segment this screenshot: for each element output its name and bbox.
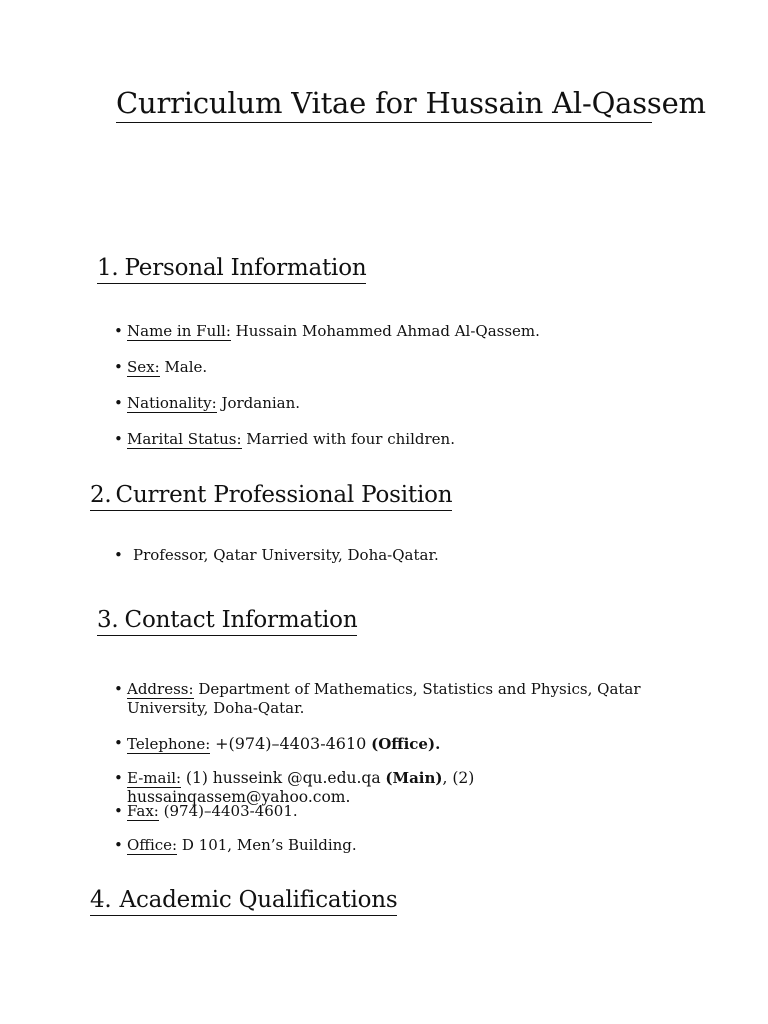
- item-value: Married with four children.: [246, 430, 455, 448]
- list-item-office: [114, 836, 687, 870]
- section-heading-current-position: [90, 481, 452, 511]
- list-item-position: [114, 546, 693, 565]
- item-value: Jordanian.: [221, 394, 301, 412]
- item-value: Male.: [164, 358, 208, 376]
- item-value: D 101, Men’s Building.: [181, 836, 357, 854]
- list-item-sex: [114, 358, 687, 394]
- bullet-icon: •: [114, 734, 123, 752]
- bullet-icon: •: [114, 430, 123, 448]
- list-item-nationality: [114, 394, 687, 430]
- item-label: E-mail:: [127, 769, 182, 787]
- item-value: (974)–4403-4601.: [163, 802, 298, 820]
- list-item-name: [114, 322, 687, 358]
- section-title: Contact Information: [124, 607, 358, 633]
- list-item-address: [114, 680, 687, 734]
- section-title: Current Professional Position: [115, 482, 453, 508]
- item-note: (Main): [385, 769, 443, 787]
- item-value-secondary: , (2) hussainqassem@yahoo.com.: [127, 769, 475, 806]
- item-label: Name in Full:: [127, 322, 231, 340]
- item-value: Hussain Mohammed Ahmad Al-Qassem.: [235, 322, 540, 340]
- item-label: Office:: [127, 836, 178, 854]
- section-number: 4.: [90, 887, 112, 913]
- personal-information-list: [114, 322, 687, 466]
- contact-information-list: [114, 680, 687, 870]
- section-number: 3.: [97, 607, 119, 633]
- item-value: +(974)–4403-4610: [215, 734, 367, 753]
- list-item-telephone: [114, 734, 687, 769]
- bullet-icon: •: [114, 802, 123, 820]
- list-item-email: [114, 769, 687, 806]
- bullet-icon: •: [114, 546, 123, 564]
- section-title: Academic Qualifications: [119, 887, 398, 913]
- section-heading-personal-information: [97, 254, 366, 284]
- section-heading-academic-qualifications: [90, 886, 397, 916]
- item-label: Sex:: [127, 358, 160, 376]
- item-note: (Office).: [371, 735, 441, 753]
- document-title: Curriculum Vitae for Hussain Al-Qassem: [116, 86, 652, 123]
- current-position-list: [114, 546, 693, 565]
- bullet-icon: •: [114, 394, 123, 412]
- bullet-icon: •: [114, 322, 123, 340]
- bullet-icon: •: [114, 836, 123, 854]
- item-value: Professor, Qatar University, Doha-Qatar.: [133, 546, 439, 564]
- item-value: Department of Mathematics, Statistics and Physics, Qatar University, Doha-Qatar.: [127, 680, 641, 717]
- item-label: Marital Status:: [127, 430, 242, 448]
- bullet-icon: •: [114, 680, 123, 698]
- item-value: (1) husseink @qu.edu.qa: [185, 769, 381, 787]
- section-title: Personal Information: [124, 255, 367, 281]
- list-item-marital-status: [114, 430, 687, 466]
- item-label: Nationality:: [127, 394, 217, 412]
- bullet-icon: •: [114, 769, 123, 787]
- section-number: 2.: [90, 482, 112, 508]
- section-number: 1.: [97, 255, 119, 281]
- list-item-fax: [114, 802, 687, 836]
- item-label: Address:: [127, 680, 194, 698]
- item-label: Telephone:: [127, 735, 211, 753]
- bullet-icon: •: [114, 358, 123, 376]
- section-heading-contact-information: [97, 606, 357, 636]
- item-label: Fax:: [127, 802, 159, 820]
